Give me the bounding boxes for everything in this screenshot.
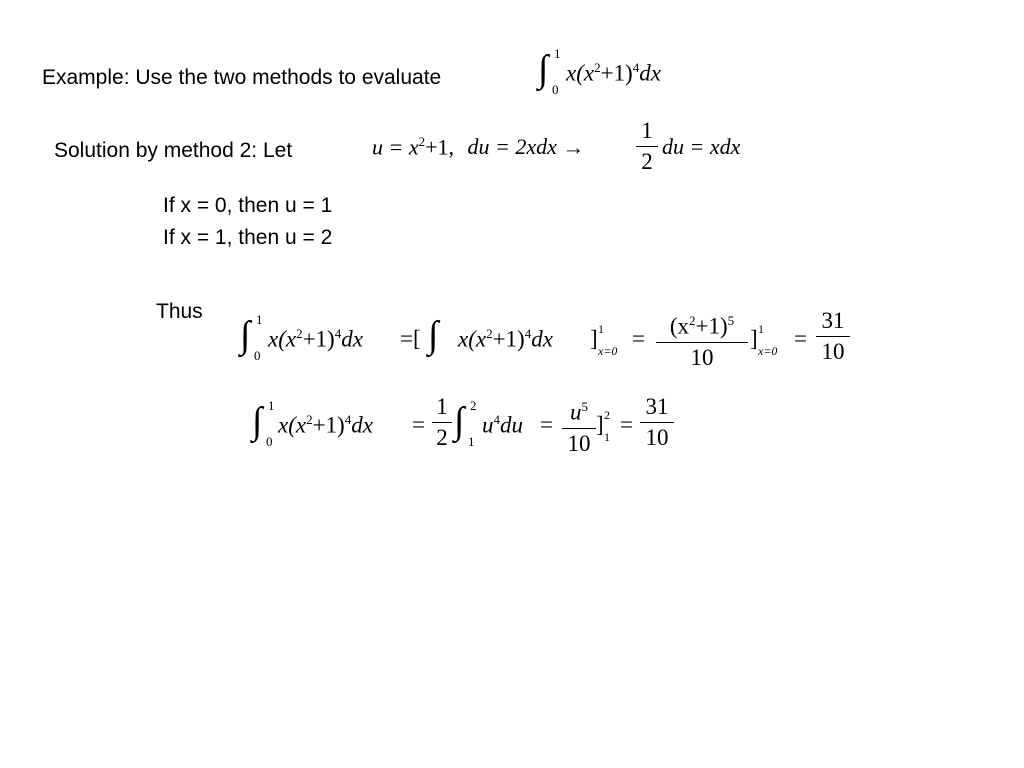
result-fraction: 31 10 xyxy=(816,307,850,366)
integrand: $x(x^2+1)^4dx$ xyxy=(566,60,661,86)
integral-sign: ∫ xyxy=(538,48,549,90)
bound-upper: If x = 1, then u = 2 xyxy=(163,226,333,249)
solution-intro: Solution by method 2: Let xyxy=(54,139,293,162)
lower-limit: 1 xyxy=(468,434,475,449)
integral-sign: ∫ xyxy=(252,400,263,442)
equals-sign: = xyxy=(620,412,633,437)
lower-limit: 0 xyxy=(552,82,559,97)
integral-sign: ∫ xyxy=(428,314,439,356)
example-prompt: Example: Use the two methods to evaluate xyxy=(42,66,442,89)
method1-equation xyxy=(240,306,860,376)
close-bracket: ] xyxy=(590,326,598,351)
substitution-expression: $u = x^2+1$, du = 2xdx → xyxy=(372,134,585,160)
equals-sign: = xyxy=(412,412,425,437)
upper-limit: 1 xyxy=(268,398,275,413)
bracket-lower-limit: x=0 xyxy=(598,344,618,358)
equals-bracket: =[ xyxy=(400,326,421,351)
close-bracket: ] xyxy=(596,412,604,437)
bracket-upper-limit: 2 xyxy=(604,408,610,422)
integrand: $x(x^2+1)^4dx$ xyxy=(278,412,373,438)
upper-limit: 1 xyxy=(256,312,263,327)
equals-sign: = xyxy=(632,326,645,351)
bracket-lower-limit: 1 xyxy=(604,430,610,444)
result-fraction: 31 10 xyxy=(640,393,674,452)
bound-lower: If x = 0, then u = 1 xyxy=(163,194,333,217)
equals-sign: = xyxy=(540,412,553,437)
integrand: $x(x^2+1)^4dx$ xyxy=(268,326,363,352)
thus-label: Thus xyxy=(156,300,203,323)
half-fraction: 1 2 xyxy=(432,393,452,452)
half-fraction: 1 2 xyxy=(636,117,658,176)
lower-limit: 0 xyxy=(266,434,273,449)
u-integral xyxy=(454,392,564,462)
upper-limit: 2 xyxy=(470,398,477,413)
problem-integral xyxy=(538,44,708,100)
equals-sign: = xyxy=(794,326,807,351)
integral-sign: ∫ xyxy=(454,400,465,442)
lower-limit: 0 xyxy=(254,348,261,363)
arrow-icon: → xyxy=(562,134,585,160)
upper-limit: 1 xyxy=(554,46,561,61)
close-bracket: ] xyxy=(750,326,758,351)
bracket-upper-limit: 1 xyxy=(758,322,764,336)
antiderivative-fraction: $(x^2+1)^5$ 10 xyxy=(656,307,748,372)
integral-sign: ∫ xyxy=(240,314,251,356)
bracket-upper-limit: 1 xyxy=(598,322,604,336)
bracket-lower-limit: x=0 xyxy=(758,344,778,358)
du-equals-xdx: du = xdx xyxy=(662,134,741,159)
u-integrand: $u^4du$ xyxy=(482,412,523,438)
integrand: $x(x^2+1)^4dx$ xyxy=(458,326,553,352)
u5-fraction: $u^5$ 10 xyxy=(562,393,596,458)
